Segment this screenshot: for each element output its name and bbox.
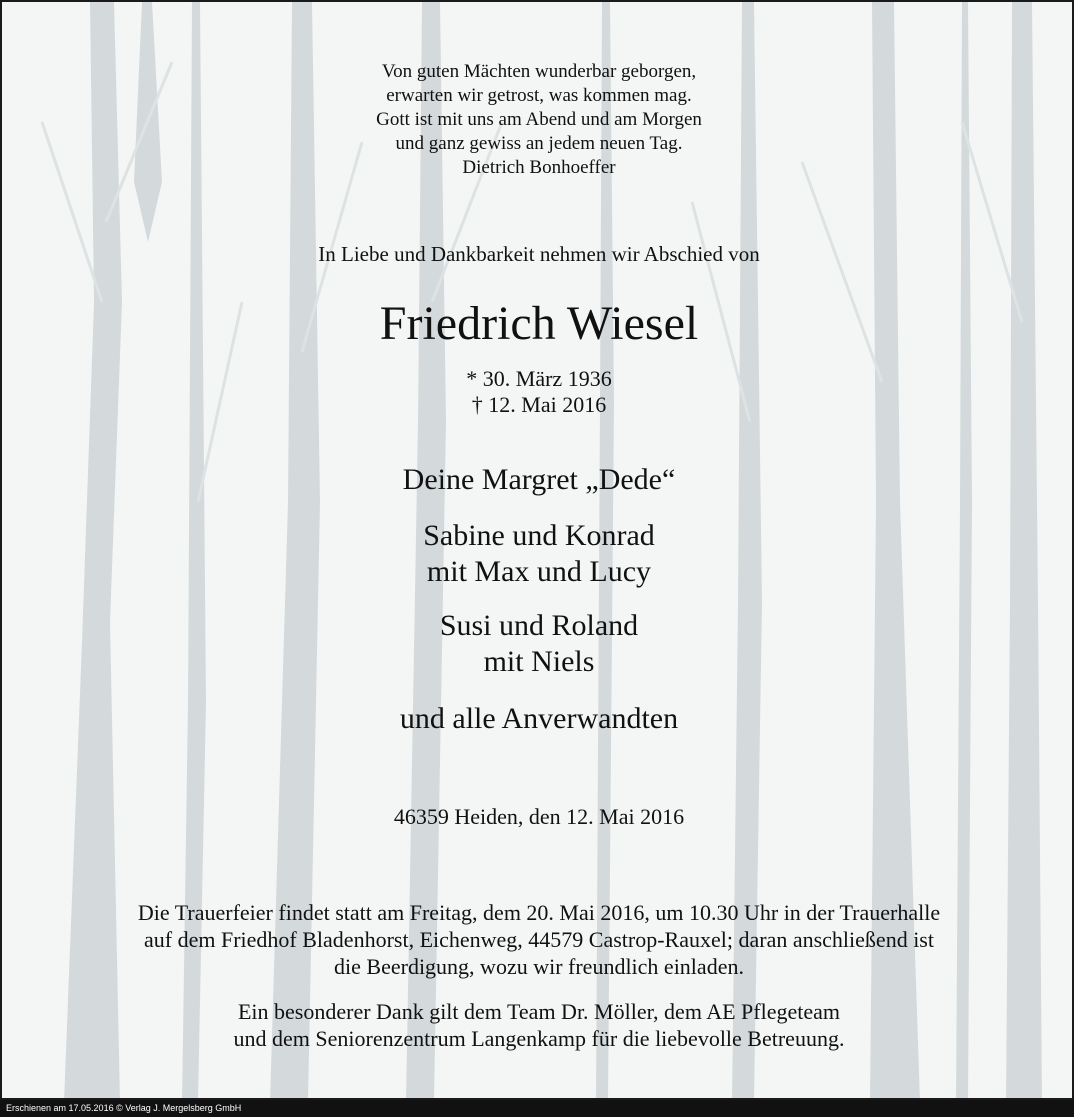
quote-line: Gott ist mit uns am Abend und am Morgen [376, 109, 702, 130]
thanks-line: Ein besonderer Dank gilt dem Team Dr. Möller, dem AE Pflegeteam [237, 999, 840, 1024]
publication-footer: Erschienen am 17.05.2016 © Verlag J. Mergelsberg GmbH [0, 1100, 1074, 1117]
ceremony-line: auf dem Friedhof Bladenhorst, Eichenweg, 44579 Castrop-Rauxel; daran anschließend ist [144, 927, 934, 952]
place-date: 46359 Heiden, den 12. Mai 2016 [393, 804, 685, 829]
quote-line: erwarten wir getrost, was kommen mag. [386, 85, 692, 106]
mourner-line: Susi und Roland [439, 609, 639, 642]
ceremony-info [2, 899, 1074, 980]
mourner-family-1 [2, 518, 1074, 590]
mourner-line: Sabine und Konrad [423, 519, 655, 552]
mourner-family-2 [2, 608, 1074, 680]
death-date: † 12. Mai 2016 [471, 392, 607, 417]
bonhoeffer-quote [2, 60, 1074, 180]
thanks-note [2, 998, 1074, 1052]
quote-author: Dietrich Bonhoeffer [462, 157, 616, 178]
intro-text: In Liebe und Dankbarkeit nehmen wir Abschied von [318, 242, 760, 266]
quote-line: und ganz gewiss an jedem neuen Tag. [395, 133, 683, 154]
mourner-spouse: Deine Margret „Dede“ [402, 463, 676, 496]
mourner-line: mit Niels [483, 645, 595, 678]
deceased-name: Friedrich Wiesel [379, 297, 699, 350]
life-dates [2, 366, 1074, 418]
ceremony-line: die Beerdigung, wozu wir freundlich einladen. [334, 954, 744, 979]
thanks-line: und dem Seniorenzentrum Langenkamp für die liebevolle Betreuung. [233, 1026, 845, 1051]
ceremony-line: Die Trauerfeier findet statt am Freitag, dem 20. Mai 2016, um 10.30 Uhr in der Trauerhalle [137, 900, 941, 925]
mourner-line: mit Max und Lucy [426, 555, 652, 588]
mourner-others: und alle Anverwandten [399, 702, 679, 735]
quote-line: Von guten Mächten wunderbar geborgen, [381, 61, 697, 82]
birth-date: * 30. März 1936 [466, 366, 612, 391]
